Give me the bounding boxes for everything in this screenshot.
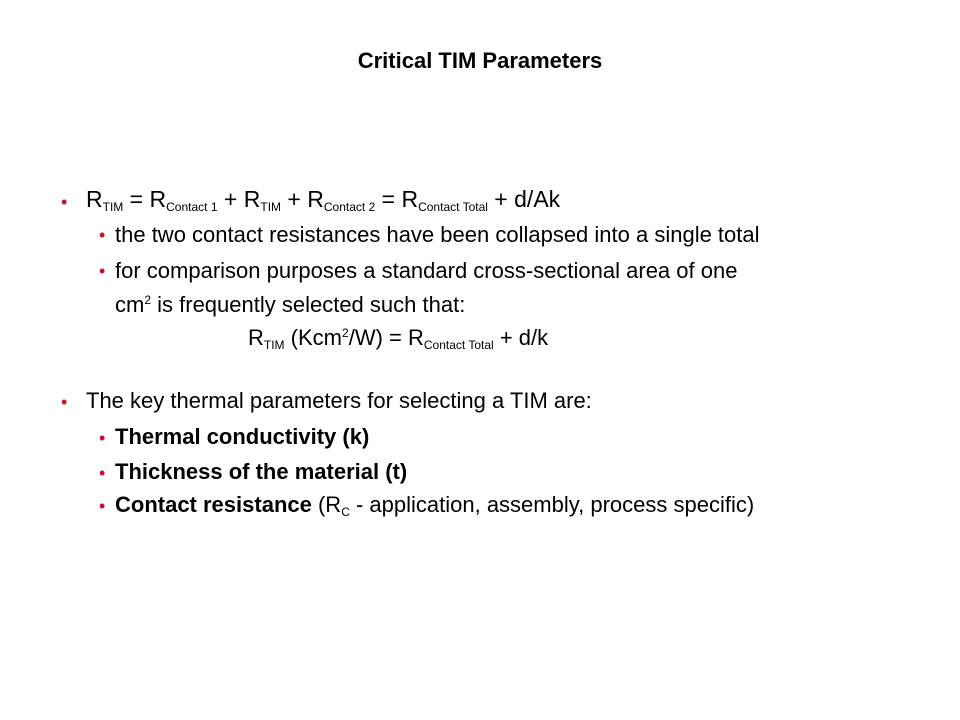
bullet-icon: •: [61, 192, 68, 212]
sub-bullet-text-continued: $cm^2$ is frequently selected such that:: [115, 292, 466, 317]
sub-bullet-text: Thermal conductivity (k): [115, 424, 370, 449]
equation-line: $R_{TIM} = R_{Contact 1} + R_{TIM} + R_{Contact 2} = R_{Contact Total} + d/Ak$: [86, 186, 561, 214]
bullet-icon: •: [99, 428, 106, 448]
bullet-icon: •: [99, 496, 106, 516]
sub-bullet-text: the two contact resistances have been collapsed into a single total: [115, 222, 760, 247]
bullet-icon: •: [99, 225, 106, 245]
slide-title: Critical TIM Parameters: [357, 48, 603, 73]
bullet-text: The key thermal parameters for selecting a TIM are:: [86, 388, 592, 413]
equation-line-2: $R_{TIM}$ $(Kcm^2/W) = R_{Contact Total} + d/k$: [248, 325, 549, 352]
sub-bullet-text: Contact resistance ($R_C$ - application, assembly, process specific): [115, 492, 755, 519]
sub-bullet-text: Thickness of the material (t): [115, 459, 408, 484]
sub-bullet-text: for comparison purposes a standard cross-sectional area of one: [115, 258, 738, 283]
bullet-icon: •: [99, 261, 106, 281]
bullet-icon: •: [99, 463, 106, 483]
bullet-icon: •: [61, 392, 68, 412]
